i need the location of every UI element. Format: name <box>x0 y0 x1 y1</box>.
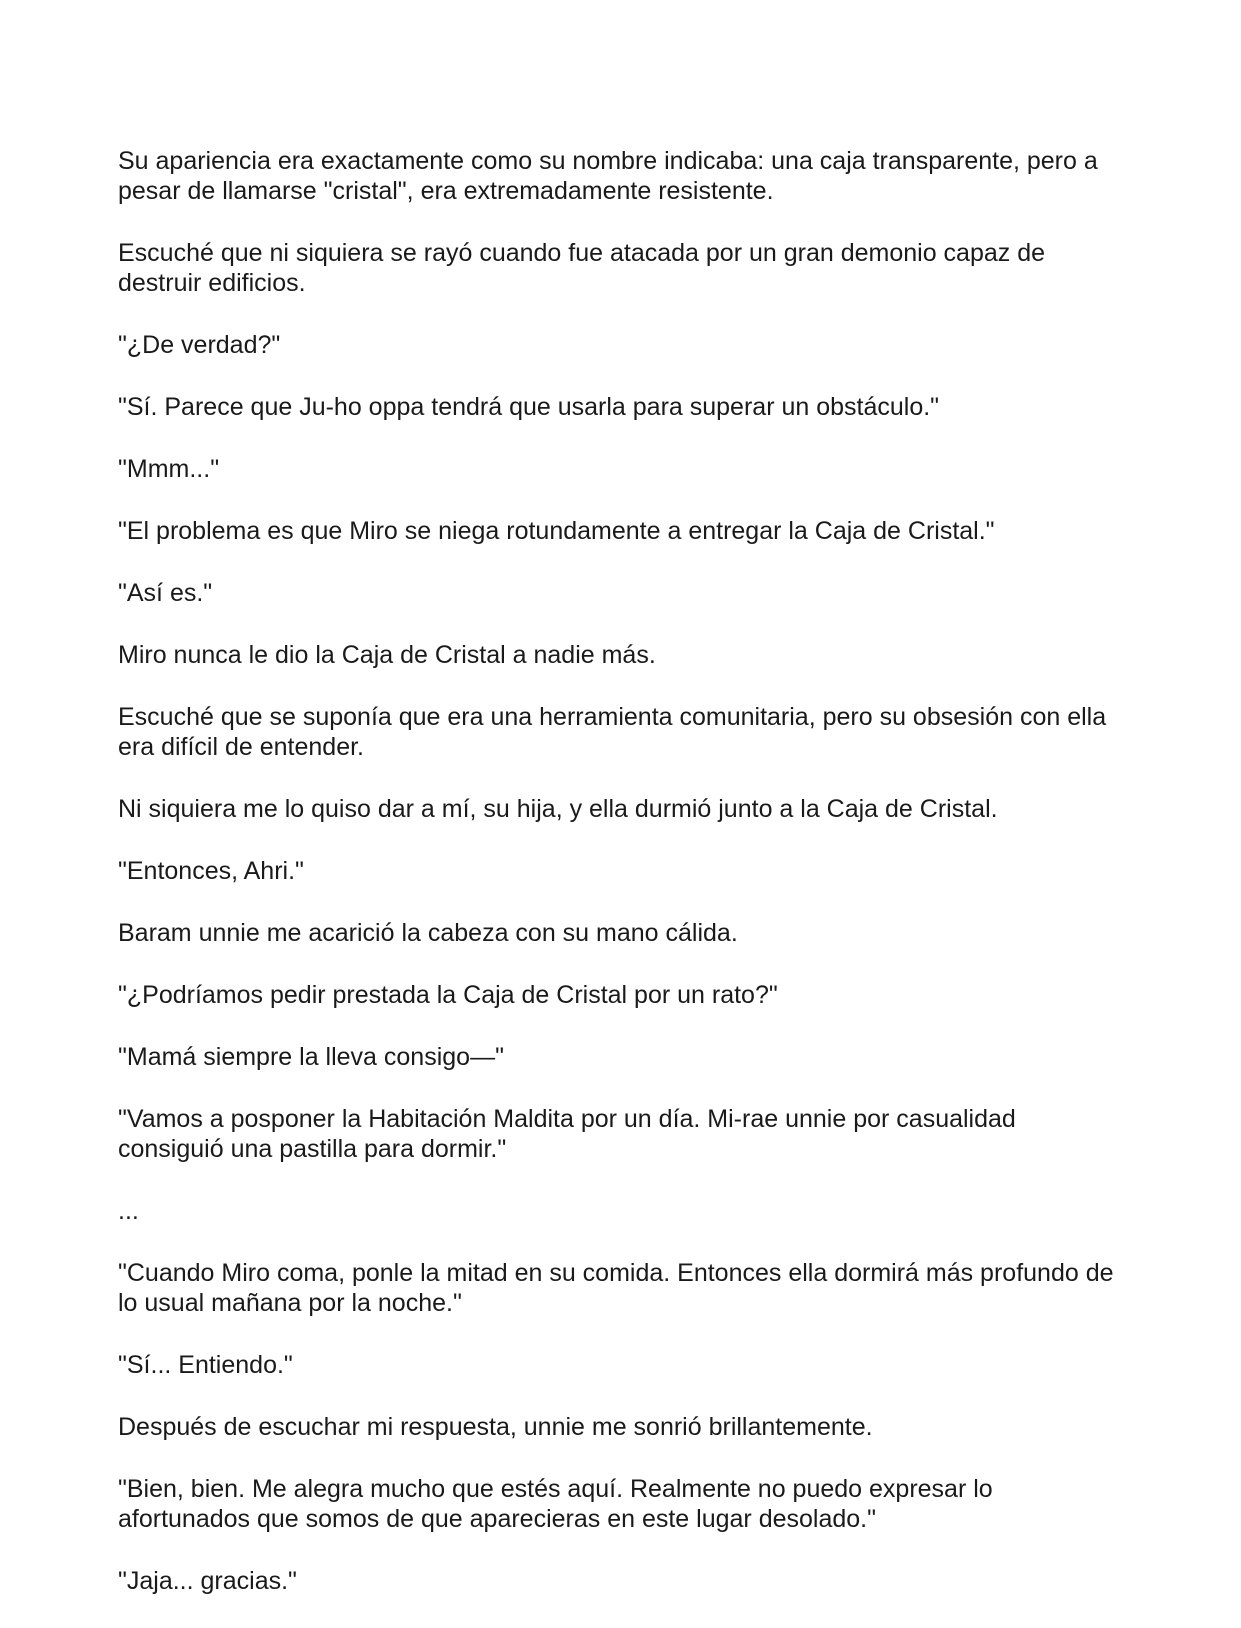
paragraph-3: "¿De verdad?" <box>118 331 281 359</box>
paragraph-19: Después de escuchar mi respuesta, unnie me sonrió brillantemente. <box>118 1413 873 1441</box>
paragraph-13: "¿Podríamos pedir prestada la Caja de Cristal por un rato?" <box>118 981 778 1009</box>
paragraph-21: "Jaja... gracias." <box>118 1567 297 1595</box>
paragraph-18: "Sí... Entiendo." <box>118 1351 293 1379</box>
paragraph-12: Baram unnie me acarició la cabeza con su mano cálida. <box>118 919 738 947</box>
paragraph-4: "Sí. Parece que Ju-ho oppa tendrá que usarla para superar un obstáculo." <box>118 393 940 421</box>
paragraph-17: "Cuando Miro coma, ponle la mitad en su comida. Entonces ella dormirá más profundo de lo usual mañana por la noche." <box>118 1259 1114 1317</box>
document-body <box>118 146 1118 1628</box>
paragraph-9: Escuché que se suponía que era una herramienta comunitaria, pero su obsesión con ella era difícil de entender. <box>118 703 1107 761</box>
paragraph-20: "Bien, bien. Me alegra mucho que estés aquí. Realmente no puedo expresar lo afortunados que somos de que aparecieras en este lugar desolado." <box>118 1475 993 1533</box>
paragraph-11: "Entonces, Ahri." <box>118 857 304 885</box>
paragraph-16: ... <box>118 1197 139 1225</box>
paragraph-8: Miro nunca le dio la Caja de Cristal a nadie más. <box>118 641 656 669</box>
paragraph-10: Ni siquiera me lo quiso dar a mí, su hija, y ella durmió junto a la Caja de Cristal. <box>118 795 998 823</box>
paragraph-7: "Así es." <box>118 579 213 607</box>
paragraph-14: "Mamá siempre la lleva consigo—" <box>118 1043 504 1071</box>
paragraph-6: "El problema es que Miro se niega rotundamente a entregar la Caja de Cristal." <box>118 517 995 545</box>
paragraph-1: Su apariencia era exactamente como su nombre indicaba: una caja transparente, pero a pesar de llamarse "cristal", era extremadamente resistente. <box>118 147 1098 205</box>
paragraph-2: Escuché que ni siquiera se rayó cuando fue atacada por un gran demonio capaz de destruir edificios. <box>118 239 1046 297</box>
paragraph-5: "Mmm..." <box>118 455 220 483</box>
paragraph-15: "Vamos a posponer la Habitación Maldita por un día. Mi-rae unnie por casualidad consiguió una pastilla para dormir." <box>118 1105 1016 1163</box>
